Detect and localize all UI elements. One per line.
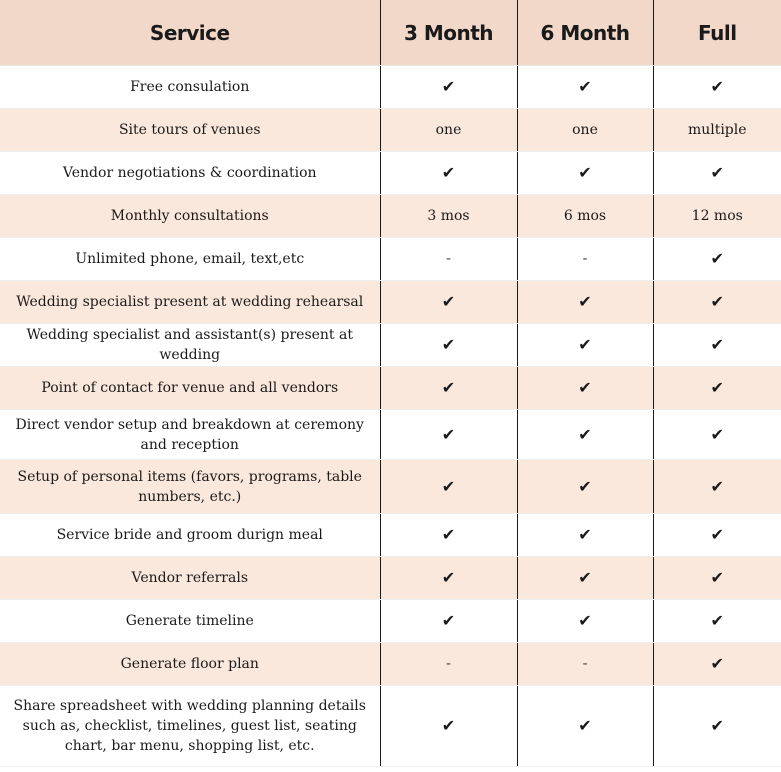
table-row: [0, 410, 781, 460]
table-row: [0, 514, 781, 557]
service-cell: Site tours of venues: [0, 109, 380, 152]
checkmark-icon: ✔: [517, 367, 653, 410]
table-row: [0, 281, 781, 324]
table-row: [0, 109, 781, 152]
checkmark-icon: ✔: [517, 152, 653, 195]
checkmark-icon: ✔: [517, 557, 653, 600]
header-6-month: 6 Month: [517, 0, 653, 66]
value-cell: multiple: [653, 109, 781, 152]
checkmark-icon: ✔: [380, 324, 517, 367]
table-row: [0, 152, 781, 195]
value-cell: 6 mos: [517, 195, 653, 238]
checkmark-icon: ✔: [517, 281, 653, 324]
service-cell: Wedding specialist present at wedding rehearsal: [0, 281, 380, 324]
service-cell: Wedding specialist and assistant(s) present at wedding: [0, 324, 380, 367]
checkmark-icon: ✔: [517, 460, 653, 514]
checkmark-icon: ✔: [653, 324, 781, 367]
service-cell: Vendor referrals: [0, 557, 380, 600]
header-service: Service: [0, 0, 380, 66]
table-row: [0, 238, 781, 281]
checkmark-icon: ✔: [653, 686, 781, 767]
table-row: [0, 367, 781, 410]
value-cell: 12 mos: [653, 195, 781, 238]
value-cell: one: [380, 109, 517, 152]
header-row: [0, 0, 781, 66]
dash-cell: -: [517, 643, 653, 686]
service-cell: Share spreadsheet with wedding planning details such as, checklist, timelines, guest list, seating chart, bar menu, shopping list, etc.: [0, 686, 380, 767]
checkmark-icon: ✔: [517, 514, 653, 557]
header-3-month: 3 Month: [380, 0, 517, 66]
service-cell: Direct vendor setup and breakdown at ceremony and reception: [0, 410, 380, 460]
checkmark-icon: ✔: [653, 643, 781, 686]
table-row: [0, 66, 781, 109]
table-row: [0, 686, 781, 767]
checkmark-icon: ✔: [380, 152, 517, 195]
checkmark-icon: ✔: [653, 238, 781, 281]
checkmark-icon: ✔: [380, 410, 517, 460]
checkmark-icon: ✔: [380, 460, 517, 514]
checkmark-icon: ✔: [380, 367, 517, 410]
dash-cell: -: [380, 238, 517, 281]
table-row: [0, 643, 781, 686]
checkmark-icon: ✔: [653, 152, 781, 195]
checkmark-icon: ✔: [653, 460, 781, 514]
service-cell: Vendor negotiations & coordination: [0, 152, 380, 195]
checkmark-icon: ✔: [517, 66, 653, 109]
checkmark-icon: ✔: [653, 600, 781, 643]
checkmark-icon: ✔: [653, 514, 781, 557]
checkmark-icon: ✔: [653, 557, 781, 600]
table-row: [0, 600, 781, 643]
checkmark-icon: ✔: [653, 66, 781, 109]
table-row: [0, 324, 781, 367]
value-cell: 3 mos: [380, 195, 517, 238]
service-cell: Free consulation: [0, 66, 380, 109]
service-cell: Generate timeline: [0, 600, 380, 643]
checkmark-icon: ✔: [653, 281, 781, 324]
checkmark-icon: ✔: [380, 686, 517, 767]
service-cell: Unlimited phone, email, text,etc: [0, 238, 380, 281]
service-cell: Generate floor plan: [0, 643, 380, 686]
checkmark-icon: ✔: [517, 410, 653, 460]
dash-cell: -: [380, 643, 517, 686]
value-cell: one: [517, 109, 653, 152]
checkmark-icon: ✔: [380, 281, 517, 324]
dash-cell: -: [517, 238, 653, 281]
checkmark-icon: ✔: [517, 686, 653, 767]
checkmark-icon: ✔: [653, 367, 781, 410]
service-cell: Setup of personal items (favors, programs, table numbers, etc.): [0, 460, 380, 514]
checkmark-icon: ✔: [653, 410, 781, 460]
service-cell: Service bride and groom durign meal: [0, 514, 380, 557]
header-full: Full: [653, 0, 781, 66]
table-row: [0, 460, 781, 514]
checkmark-icon: ✔: [380, 557, 517, 600]
service-cell: Monthly consultations: [0, 195, 380, 238]
checkmark-icon: ✔: [380, 600, 517, 643]
checkmark-icon: ✔: [517, 324, 653, 367]
checkmark-icon: ✔: [380, 66, 517, 109]
table-row: [0, 195, 781, 238]
checkmark-icon: ✔: [380, 514, 517, 557]
table-row: [0, 557, 781, 600]
service-cell: Point of contact for venue and all vendors: [0, 367, 380, 410]
checkmark-icon: ✔: [517, 600, 653, 643]
